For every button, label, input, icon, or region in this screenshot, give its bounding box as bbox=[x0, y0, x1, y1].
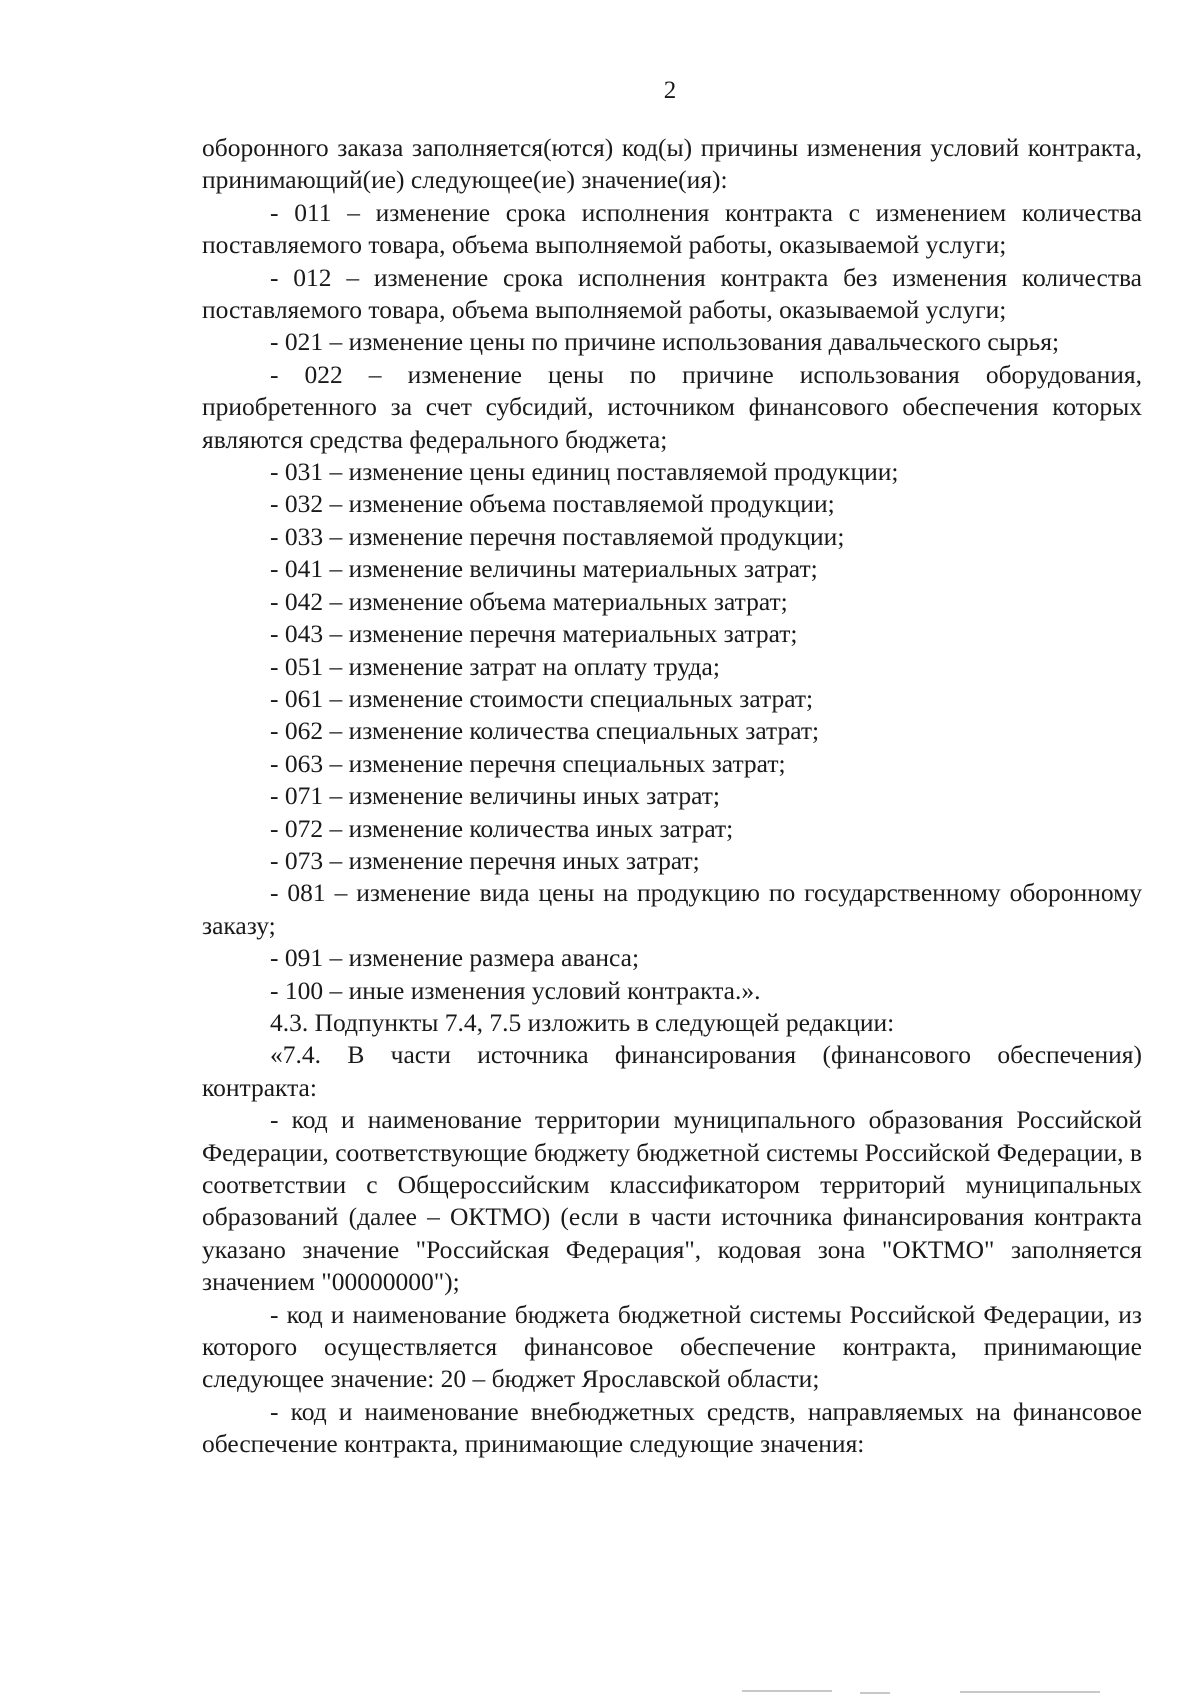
sub-item-extrabudgetary: - код и наименование внебюджетных средств, направляемых на финансовое обеспечение контракта, принимающие следующие значения: bbox=[202, 1396, 1142, 1459]
list-item-code-091: - 091 – изменение размера аванса; bbox=[270, 943, 640, 973]
paragraph-code-012: - 012 – изменение срока исполнения контракта без изменения количества поставляемого товара, объема выполняемой работы, оказываемой услуги; bbox=[202, 262, 1142, 325]
scan-artifact-line bbox=[860, 1692, 890, 1694]
list-item-code-043: - 043 – изменение перечня материальных затрат; bbox=[270, 619, 798, 649]
list-item-code-073: - 073 – изменение перечня иных затрат; bbox=[270, 845, 700, 875]
list-item-code-032: - 032 – изменение объема поставляемой продукции; bbox=[270, 489, 835, 519]
sub-item-oktmo: - код и наименование территории муниципального образования Российской Федерации, соответствующие бюджету бюджетной системы Российской Федерации, в соответствии с Общероссийским классификатором территорий муниципальных образований (далее – ОКТМО) (если в части источника финансирования контракта указано значение "Российская Федерация", кодовая зона "ОКТМО" заполняется значением "00000000"); bbox=[202, 1105, 1142, 1297]
list-item-code-071: - 071 – изменение величины иных затрат; bbox=[270, 781, 720, 811]
paragraph-code-021: - 021 – изменение цены по причине использования давальческого сырья; bbox=[270, 327, 1060, 357]
page-number: 2 bbox=[663, 77, 677, 104]
paragraph-intro: оборонного заказа заполняется(ются) код(ы) причины изменения условий контракта, принимающий(ие) следующее(ие) значение(ия): bbox=[202, 133, 1142, 195]
list-item-code-031: - 031 – изменение цены единиц поставляемой продукции; bbox=[270, 457, 899, 487]
list-item-code-062: - 062 – изменение количества специальных затрат; bbox=[270, 716, 820, 746]
list-item-code-033: - 033 – изменение перечня поставляемой продукции; bbox=[270, 521, 845, 551]
list-item-code-051: - 051 – изменение затрат на оплату труда; bbox=[270, 651, 720, 681]
list-item-code-061: - 061 – изменение стоимости специальных затрат; bbox=[270, 683, 814, 713]
section-7-4: «7.4. В части источника финансирования (финансового обеспечения) контракта: bbox=[202, 1040, 1142, 1102]
paragraph-code-011: - 011 – изменение срока исполнения контракта с изменением количества поставляемого товара, объема выполняемой работы, оказываемой услуги; bbox=[202, 197, 1142, 260]
sub-item-budget: - код и наименование бюджета бюджетной системы Российской Федерации, из которого осуществляется финансовое обеспечение контракта, принимающие следующее значение: 20 – бюджет Ярославской области; bbox=[202, 1299, 1142, 1394]
list-item-code-072: - 072 – изменение количества иных затрат; bbox=[270, 813, 734, 843]
paragraph-code-022: - 022 – изменение цены по причине использования оборудования, приобретенного за счет субсидий, источником финансового обеспечения которых являются средства федерального бюджета; bbox=[202, 359, 1142, 454]
list-item-code-100: - 100 – иные изменения условий контракта.». bbox=[270, 975, 761, 1005]
document-body bbox=[202, 132, 1142, 1461]
list-item-code-041: - 041 – изменение величины материальных затрат; bbox=[270, 554, 818, 584]
list-item-code-042: - 042 – изменение объема материальных затрат; bbox=[270, 586, 788, 616]
list-item-code-063: - 063 – изменение перечня специальных затрат; bbox=[270, 748, 786, 778]
paragraph-code-081: - 081 – изменение вида цены на продукцию по государственному оборонному заказу; bbox=[202, 878, 1142, 940]
scan-artifact-line bbox=[742, 1690, 832, 1692]
scan-artifact-line bbox=[960, 1691, 1100, 1693]
section-4-3: 4.3. Подпункты 7.4, 7.5 изложить в следующей редакции: bbox=[270, 1007, 895, 1037]
